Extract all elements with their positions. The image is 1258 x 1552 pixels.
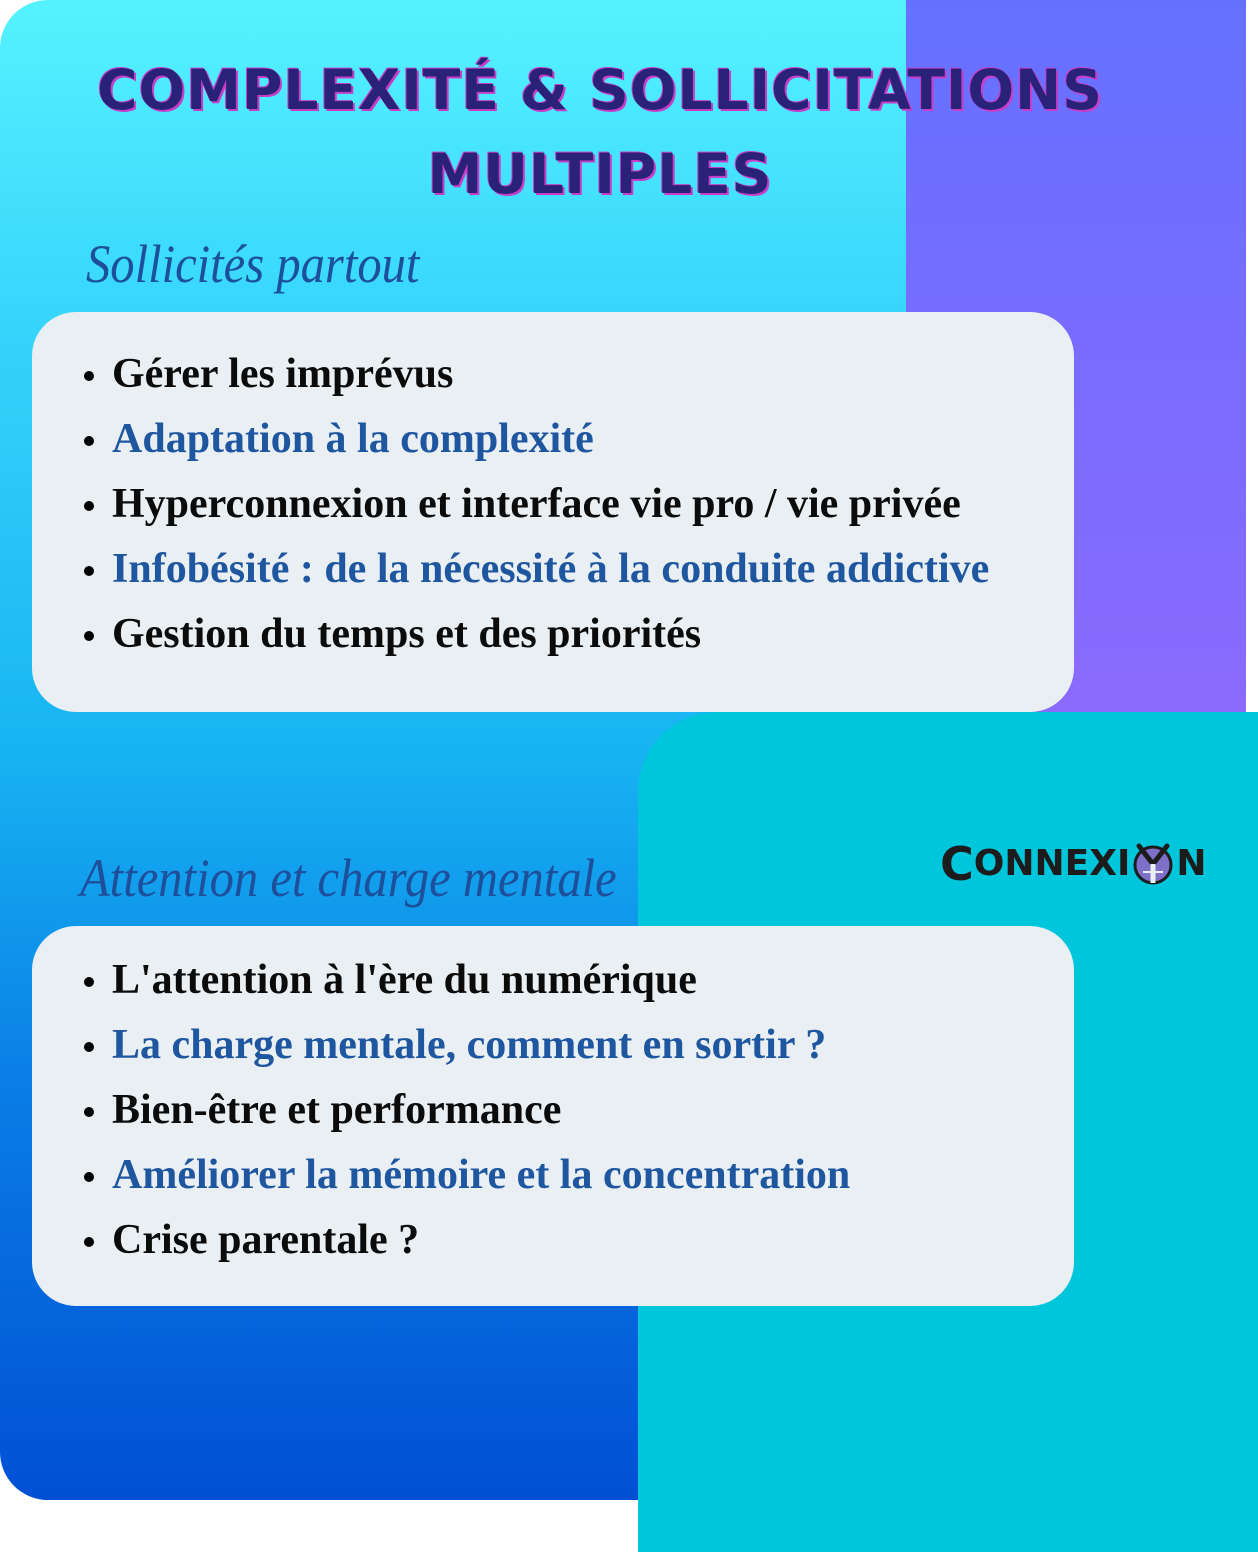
list-item xyxy=(82,537,989,602)
list-item-text: Améliorer la mémoire et la concentration xyxy=(112,1152,851,1198)
bullet-icon xyxy=(84,371,94,381)
list-item-text: L'attention à l'ère du numérique xyxy=(112,957,697,1003)
list-item xyxy=(82,602,989,667)
topics-card-sollicites xyxy=(32,312,1074,712)
list-item-text: La charge mentale, comment en sortir ? xyxy=(112,1022,827,1068)
list-item-text: Crise parentale ? xyxy=(112,1217,420,1263)
bullet-icon xyxy=(84,631,94,641)
bullet-icon xyxy=(84,1042,94,1052)
bullet-icon xyxy=(84,977,94,987)
logo-text-initial: C xyxy=(940,837,974,891)
page-title: COMPLEXITÉ & SOLLICITATIONS MULTIPLES xyxy=(97,58,1103,206)
list-item-text: Gestion du temps et des priorités xyxy=(112,611,702,657)
bullet-icon xyxy=(84,1172,94,1182)
list-item-text: Bien-être et performance xyxy=(112,1087,562,1133)
list-item xyxy=(82,1143,850,1208)
section-heading-attention: Attention et charge mentale xyxy=(80,848,617,908)
list-item xyxy=(82,948,850,1013)
list-item-text: Gérer les imprévus xyxy=(112,351,454,397)
topic-list xyxy=(82,342,989,667)
y-circle-icon xyxy=(1131,842,1175,886)
logo-text-middle: ONNEXI xyxy=(973,843,1131,884)
logo-text-end: N xyxy=(1176,843,1207,884)
bullet-icon xyxy=(84,566,94,576)
list-item-text: Adaptation à la complexité xyxy=(112,416,594,462)
connexion-logo xyxy=(940,836,1207,892)
section-heading-sollicites: Sollicités partout xyxy=(86,234,420,294)
bullet-icon xyxy=(84,1237,94,1247)
bullet-icon xyxy=(84,501,94,511)
list-item xyxy=(82,472,989,537)
list-item-text: Infobésité : de la nécessité à la conduite addictive xyxy=(112,546,990,592)
list-item xyxy=(82,1013,850,1078)
list-item xyxy=(82,342,989,407)
list-item-text: Hyperconnexion et interface vie pro / vie privée xyxy=(112,481,961,527)
list-item xyxy=(82,407,989,472)
list-item xyxy=(82,1208,850,1273)
topic-list xyxy=(82,948,850,1273)
bullet-icon xyxy=(84,436,94,446)
bullet-icon xyxy=(84,1107,94,1117)
list-item xyxy=(82,1078,850,1143)
topics-card-attention xyxy=(32,926,1074,1306)
